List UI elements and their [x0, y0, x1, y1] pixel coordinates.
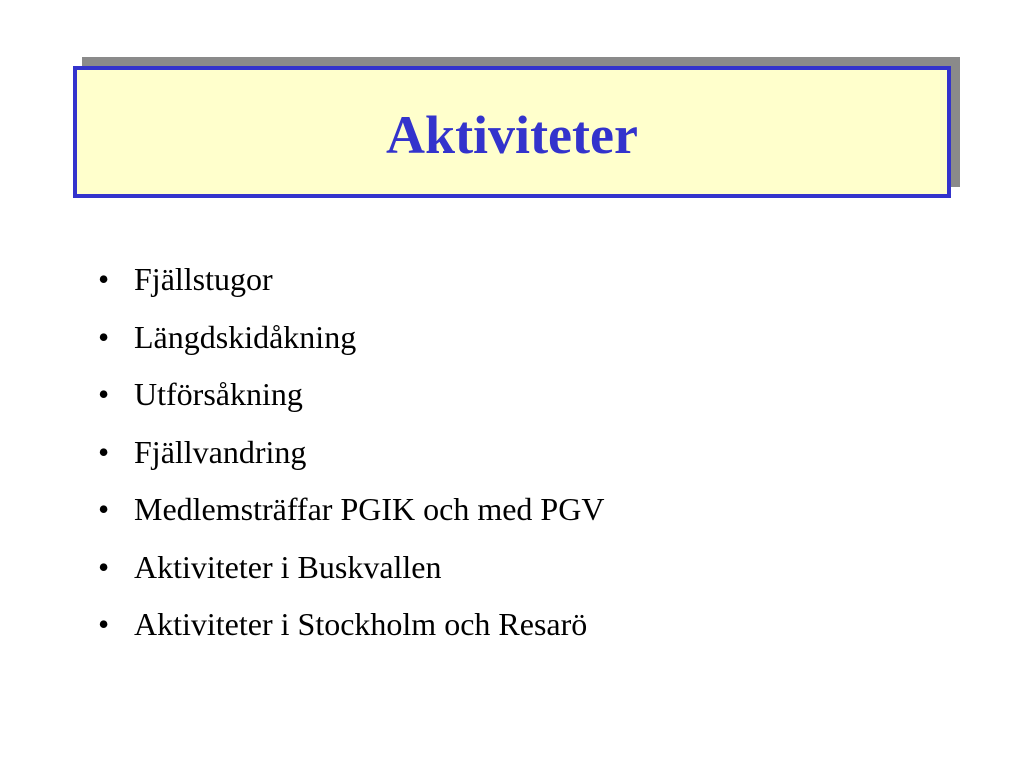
bullet-list	[98, 261, 604, 664]
bullet-text: Fjällstugor	[134, 261, 273, 297]
bullet-icon: •	[98, 606, 110, 642]
bullet-item	[98, 434, 604, 492]
bullet-item	[98, 606, 604, 664]
bullet-text: Längdskidåkning	[134, 318, 357, 355]
bullet-item	[98, 491, 604, 549]
bullet-icon: •	[98, 433, 110, 470]
bullet-text: Aktiviteter i Stockholm och Resarö	[134, 606, 588, 642]
bullet-icon: •	[98, 491, 110, 527]
bullet-item	[98, 319, 604, 377]
bullet-text: Aktiviteter i Buskvallen	[134, 548, 442, 585]
title-box	[73, 66, 951, 198]
bullet-icon: •	[98, 261, 110, 297]
bullet-text: Fjällvandring	[134, 433, 307, 470]
bullet-item	[98, 376, 604, 434]
bullet-text: Utförsåkning	[134, 376, 303, 412]
bullet-item	[98, 261, 604, 319]
bullet-icon: •	[98, 318, 110, 355]
bullet-text: Medlemsträffar PGIK och med PGV	[134, 491, 605, 527]
slide-title: Aktiviteter	[386, 105, 638, 165]
bullet-item	[98, 549, 604, 607]
bullet-icon: •	[98, 376, 110, 412]
bullet-icon: •	[98, 548, 110, 585]
